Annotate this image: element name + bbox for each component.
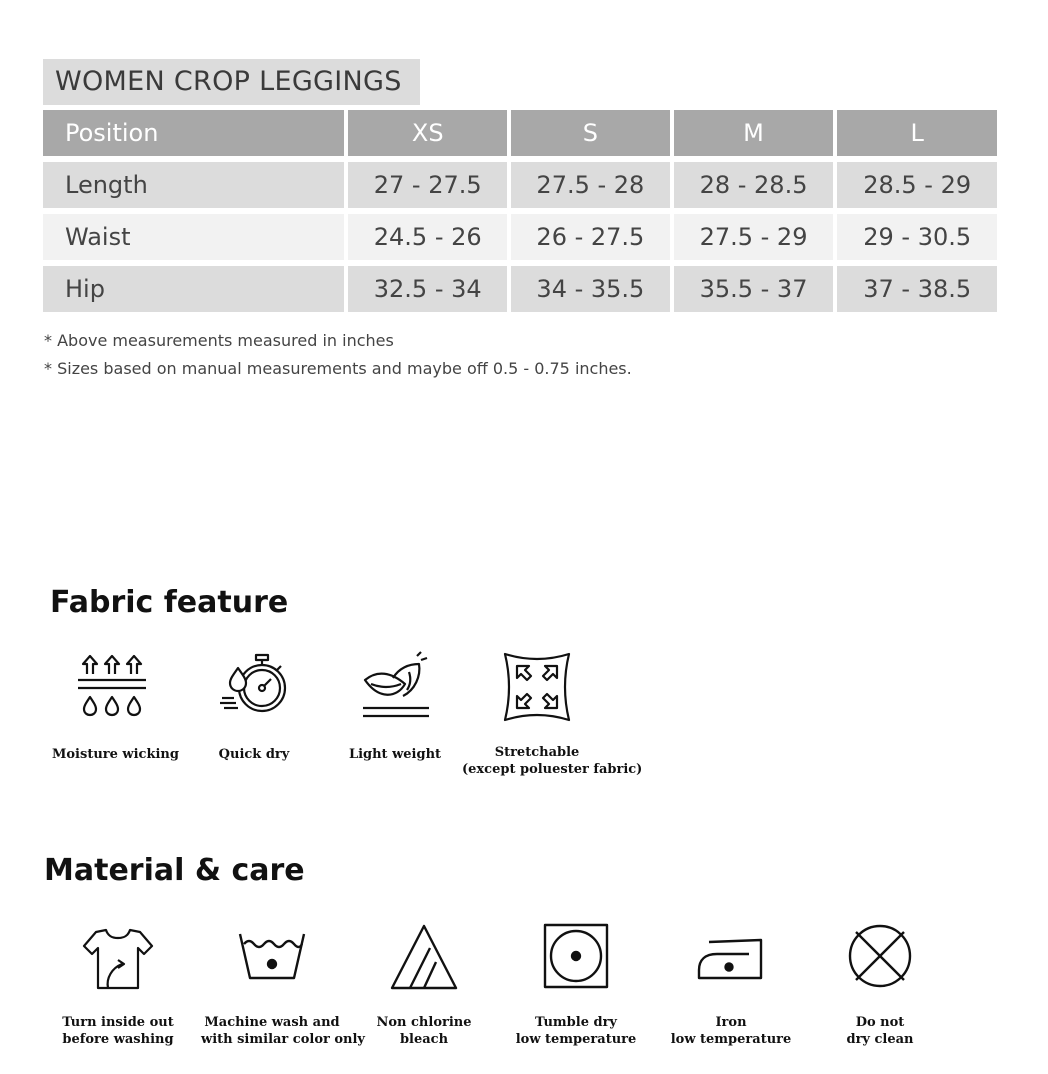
care-item: [511, 920, 641, 1048]
care-item: [666, 920, 796, 1048]
care-label: with similar color only: [201, 1032, 365, 1047]
care-item: [201, 920, 365, 1048]
care-label: Turn inside out: [62, 1015, 174, 1030]
moisture-wicking-icon: [74, 650, 150, 720]
feature-label: Moisture wicking: [52, 747, 179, 762]
table-cell: 24.5 - 26: [348, 214, 507, 260]
do-not-dry-clean-icon: [840, 920, 920, 994]
header-cell-xs: XS: [348, 110, 507, 156]
care-label: Machine wash and: [204, 1015, 340, 1030]
measurement-note: * Sizes based on manual measurements and maybe off 0.5 - 0.75 inches.: [44, 359, 632, 378]
measurement-note: * Above measurements measured in inches: [44, 331, 394, 350]
header-cell-s: S: [511, 110, 670, 156]
table-cell: 27.5 - 28: [511, 162, 670, 208]
care-item: [364, 920, 484, 1048]
table-cell: 27 - 27.5: [348, 162, 507, 208]
quick-dry-icon: [216, 650, 292, 720]
table-cell: 37 - 38.5: [837, 266, 997, 312]
table-row: [43, 266, 997, 312]
light-weight-icon: [357, 650, 433, 720]
fabric-feature-title: Fabric feature: [50, 585, 289, 620]
care-label: low temperature: [515, 1032, 637, 1047]
table-row: [43, 162, 997, 208]
feature-item: [335, 650, 455, 763]
size-chart-table: [43, 110, 997, 318]
turn-inside-out-icon: [78, 920, 158, 994]
feature-label: (except poluester fabric): [462, 762, 643, 777]
table-cell: Hip: [43, 266, 344, 312]
table-cell: 34 - 35.5: [511, 266, 670, 312]
care-label: dry clean: [846, 1032, 914, 1047]
care-item: [820, 920, 940, 1048]
table-cell: 29 - 30.5: [837, 214, 997, 260]
table-cell: 28.5 - 29: [837, 162, 997, 208]
feature-item: [462, 650, 643, 778]
header-cell-m: M: [674, 110, 834, 156]
care-label: Non chlorine: [376, 1015, 472, 1030]
feature-item: [194, 650, 314, 763]
table-cell: 35.5 - 37: [674, 266, 834, 312]
care-label: Tumble dry: [534, 1015, 617, 1030]
header-cell-l: L: [837, 110, 997, 156]
header-cell-position: Position: [43, 110, 344, 156]
stretchable-icon: [499, 650, 575, 724]
tumble-dry-icon: [536, 920, 616, 994]
care-label: Do not: [855, 1015, 905, 1030]
size-chart-title: WOMEN CROP LEGGINGS: [43, 59, 420, 105]
care-label: low temperature: [670, 1032, 792, 1047]
table-header-row: [43, 110, 997, 156]
table-row: [43, 214, 997, 260]
table-cell: 27.5 - 29: [674, 214, 834, 260]
feature-item: [52, 650, 179, 763]
feature-label: Light weight: [348, 747, 442, 762]
machine-wash-icon: [232, 920, 312, 994]
care-item: [58, 920, 178, 1048]
feature-label: Quick dry: [218, 747, 290, 762]
table-cell: 26 - 27.5: [511, 214, 670, 260]
table-cell: Waist: [43, 214, 344, 260]
feature-label: Stretchable: [494, 745, 580, 760]
table-cell: Length: [43, 162, 344, 208]
care-label: bleach: [399, 1032, 449, 1047]
non-chlorine-bleach-icon: [384, 920, 464, 994]
table-cell: 28 - 28.5: [674, 162, 834, 208]
material-care-title: Material & care: [44, 853, 305, 888]
iron-icon: [691, 920, 771, 994]
care-label: before washing: [62, 1032, 174, 1047]
table-cell: 32.5 - 34: [348, 266, 507, 312]
care-label: Iron: [715, 1015, 747, 1030]
